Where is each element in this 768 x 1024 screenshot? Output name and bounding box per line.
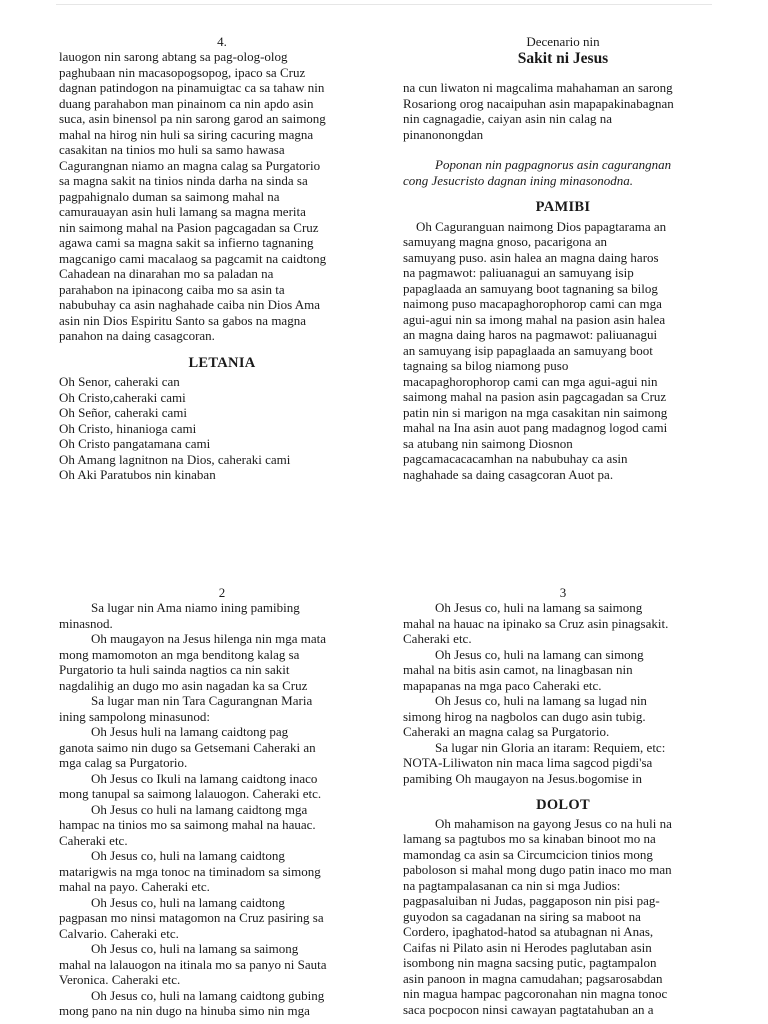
text-line: hampac na tinios mo sa saimong mahal na hauac. (59, 817, 316, 832)
page-number: 2 (218, 585, 226, 600)
page-2-quadrant (59, 585, 385, 1019)
text-line: Cagurangnan niamo an magna calag sa Purgatorio (59, 157, 321, 173)
text-line: cong Jesucristo dagnan ining minasonodna. (403, 172, 634, 188)
text-line: camurauayan asin huli lamang sa magna merita (59, 204, 306, 219)
text-line: sa magna sakit na tinios ninda darha na sinda sa (59, 173, 308, 188)
text-line: Oh mahamison na gayong Jesus co na huli na (435, 815, 672, 831)
text-line: Oh Cristo pangatamana cami (59, 436, 211, 451)
text-line: Oh Jesus co Ikuli na lamang caidtong inaco (91, 770, 318, 786)
text-line: NOTA-Liliwaton nin maca lima sagcod pigdi'sa (403, 755, 653, 770)
text-line: agui-agui nin sa imong mahal na pasion asin halea (403, 311, 666, 327)
text-line: Oh Jesus co, huli na lamang caidtong (91, 848, 285, 863)
text-line: Caheraki an magna calag sa Purgatorio. (403, 724, 610, 739)
text-line: Oh Jesus huli na lamang caidtong pag (91, 724, 289, 739)
opening-instruction (403, 157, 723, 188)
text-line: Cahadean na dinarahan mo sa paladan na (59, 266, 274, 281)
text-line: Veronica. Caheraki etc. (59, 972, 181, 987)
text-line: an samuyang isip papaglaada an samuyang boot (403, 342, 653, 358)
text-line: macapaghorophorop cami can mga agui-agui nin (403, 373, 658, 389)
text-line: Oh Aki Paratubos nin kinaban (59, 467, 216, 482)
text-line: Oh Cristo, hinanioga cami (59, 420, 197, 436)
text-line: parahabon na ipinacong caiba mo sa asin ta (59, 281, 285, 297)
text-line: Oh Jesus co, huli na lamang sa saimong (91, 941, 299, 956)
text-line: pamibing Oh maugayon na Jesus.bogomise in (403, 770, 643, 786)
text-line: tagnaing sa bilog niamong puso (403, 358, 569, 373)
text-line: Caifas ni Pilato asin ni Herodes paglutaban asin (403, 939, 652, 955)
text-line: Oh Jesus co, huli na lamang can simong (435, 646, 644, 662)
text-line: pagpasaluiban ni Judas, paggaposon nin pisi pag- (403, 893, 660, 908)
text-line: papaglaada an samuyang boot tagnaning sa bilog (403, 280, 658, 296)
text-line: paghubaan nin macasopogsopog, ipaco sa Cruz (59, 64, 306, 80)
text-line: patin nin si marigon na mga casakitan nin saimong (403, 404, 668, 420)
text-line: pagpahignalo duman sa saimong mahal na (59, 188, 280, 204)
text-line: Cordero, ipaghatod-hatod sa atubagnan ni Anas, (403, 924, 654, 939)
text-line: Sa lugar man nin Tara Cagurangnan Maria (91, 693, 313, 708)
page-4-body (59, 49, 385, 344)
text-line: Oh Senor, caheraki can (59, 374, 180, 389)
text-line: guyodon sa cagadanan na siring sa maboot na (403, 908, 641, 924)
text-line: Oh Cristo,caheraki cami (59, 389, 186, 405)
text-line: asin panoon in magna camudahan; pagsarosabdan (403, 970, 663, 986)
text-line: minasnod. (59, 615, 113, 631)
text-line: sa atubang nin saimong Diosnon (403, 435, 573, 451)
text-line: dagnan patindogon na pinamuigtac ca sa tahaw nin (59, 80, 325, 95)
dolot-heading: DOLOT (536, 797, 590, 813)
text-line: ining sampolong minasunod: (59, 708, 210, 724)
text-line: mahal na hirog nin huli sa siring cacuring magna (59, 126, 314, 142)
text-line: mapapanas na mga paco Caheraki etc. (403, 677, 602, 693)
text-line: samuyang magna gnoso, pacarigona an (403, 234, 607, 249)
text-line: Rosariong orog nacaipuhan asin mapapakinabagnan (403, 95, 674, 111)
text-line: pagpasan mo ninsi matagomon na Cruz pasiring sa (59, 910, 324, 925)
text-line: pinanonongdan (403, 126, 484, 142)
page-3-body (403, 600, 723, 786)
text-line: panahon na daing casagcoran. (59, 328, 215, 343)
text-line: naimong puso macapaghorophorop cami can mga (403, 296, 662, 311)
text-line: mahal na hauac na ipinako sa Cruz asin pinagsakit. (403, 615, 669, 631)
pamibi-paragraph (403, 219, 723, 483)
text-line: nin saimong mahal na Pasion pagcagadan sa Cruz (59, 219, 319, 235)
text-line: simong hirog na nagbolos can dugo asin tubig. (403, 708, 646, 724)
text-line: mong tanupal sa saimong lalauogon. Caheraki etc. (59, 786, 322, 801)
text-line: naghahade sa daing casagcoran Auot pa. (403, 466, 614, 482)
text-line: Oh Jesus co, huli na lamang sa lugad nin (435, 693, 647, 708)
text-line: saimong mahal na pasion asin pagcagadan sa Cruz (403, 389, 667, 404)
page-2-body (59, 600, 385, 1019)
text-line: matarigwis na mga tonoc na timinadom sa simong (59, 863, 321, 879)
text-line: na pagtampalasanan ca nin si mga Judios: (403, 877, 621, 893)
text-line: suca, asin binensol pa nin sarong garod an saimong (59, 111, 326, 126)
text-line: Caheraki etc. (403, 631, 472, 646)
top-rule (56, 4, 712, 5)
text-line: casakitan na tinios mo huli sa samo hawasa (59, 142, 285, 157)
text-line: pagcamacacacamhan na nabubuhay ca asin (403, 451, 628, 466)
text-line: Oh Amang lagnitnon na Dios, caheraki cami (59, 451, 291, 467)
text-line: mong pano na nin dugo na hinuba simo nin mga (59, 1003, 310, 1018)
text-line: na cun liwaton ni magcalima mahahaman an sarong (403, 80, 673, 95)
text-line: nin cagnagadie, caiyan asin nin calag na (403, 111, 612, 126)
text-line: Oh Señor, caheraki cami (59, 405, 187, 420)
text-line: Oh Jesus co huli na lamang caidtong mga (91, 801, 308, 817)
page-3-quadrant (403, 585, 723, 1017)
booklet-subtitle: Decenario nin (526, 34, 600, 49)
text-line: mamondag ca asin sa Circumcicion tinios mong (403, 846, 653, 862)
intro-paragraph (403, 80, 723, 142)
text-line: ganota saimo nin dugo sa Getsemani Caheraki an (59, 739, 316, 755)
text-line: samuyang puso. asin halea an magna daing haros (403, 249, 659, 265)
text-line: an magna daing haros na pagmawot: paliuanagui (403, 327, 658, 342)
text-line: mga calag sa Purgatorio. (59, 755, 188, 770)
text-line: agawa cami sa magna sakit sa infierno tagnaning (59, 235, 314, 250)
text-line: Poponan nin pagpagnorus asin cagurangnan (435, 157, 672, 172)
text-line: mong mamomoton an mga benditong kalag sa (59, 646, 300, 662)
text-line: mahal na Ina asin auot pang madagnog logod cami (403, 420, 668, 435)
text-line: Purgatorio ta huli sainda nagtios ca nin sakit (59, 662, 290, 677)
text-line: Oh maugayon na Jesus hilenga nin mga mata (91, 631, 327, 646)
pamibi-heading: PAMIBI (535, 199, 591, 215)
text-line: saca pocpocon ninsi cawayan pagtatahuban an a (403, 1001, 654, 1017)
dolot-paragraph (403, 816, 723, 1018)
text-line: Sa lugar nin Ama niamo ining pamibing (91, 600, 300, 615)
text-line: lauogon nin sarong abtang sa pag-olog-olog (59, 49, 288, 64)
text-line: magcanigo cami macalaog sa pagcamit na caidtong (59, 250, 327, 266)
text-line: mahal na bitis asin camot, na linagbasan nin (403, 662, 633, 677)
text-line: Calvario. Caheraki etc. (59, 925, 179, 941)
text-line: Sa lugar nin Gloria an itaram: Requiem, etc: (435, 739, 666, 755)
page-number: 3 (559, 585, 567, 600)
text-line: nabubuhay ca asin naghahade caiba nin Dios Ama (59, 297, 320, 312)
text-line: nin magua hampac pagcoronahan nin magna tonoc (403, 986, 668, 1001)
letania-heading: LETANIA (188, 354, 256, 371)
text-line: asin nin Dios Espiritu Santo sa gabos na magna (59, 312, 306, 328)
text-line: Caheraki etc. (59, 832, 128, 848)
text-line: Oh Jesus co, huli na lamang sa saimong (435, 600, 643, 615)
text-line: Oh Jesus co, huli na lamang caidtong (91, 894, 285, 910)
letania-list (59, 374, 385, 483)
text-line: Oh Jesus co, huli na lamang caidtong gubing (91, 987, 325, 1003)
text-line: mahal na payo. Caheraki etc. (59, 879, 210, 894)
text-line: Oh Caguranguan naimong Dios papagtarama an (416, 218, 667, 234)
page-4-quadrant (59, 34, 385, 483)
text-line: nagdalihig an dugo mo asin nagadan ka sa Cruz (59, 677, 308, 693)
page-number: 4. (217, 34, 227, 49)
text-line: isombong nin magna sacsing putic, pagtampalon (403, 955, 657, 970)
text-line: duang parahabon man pinainom ca nin apdo asin (59, 95, 314, 111)
text-line: lamang sa pagtubos mo sa kinaban binoot mo na (403, 831, 656, 846)
text-line: mahal na lalauogon na itinala mo sa panyo ni Sauta (59, 956, 327, 972)
booklet-title: Sakit ni Jesus (517, 50, 609, 67)
text-line: paboloson si mahal mong dugo patin inaco mo man (403, 862, 672, 877)
text-line: na pagmawot: paliuanagui an samuyang isip (403, 265, 634, 280)
title-quadrant (403, 34, 723, 482)
